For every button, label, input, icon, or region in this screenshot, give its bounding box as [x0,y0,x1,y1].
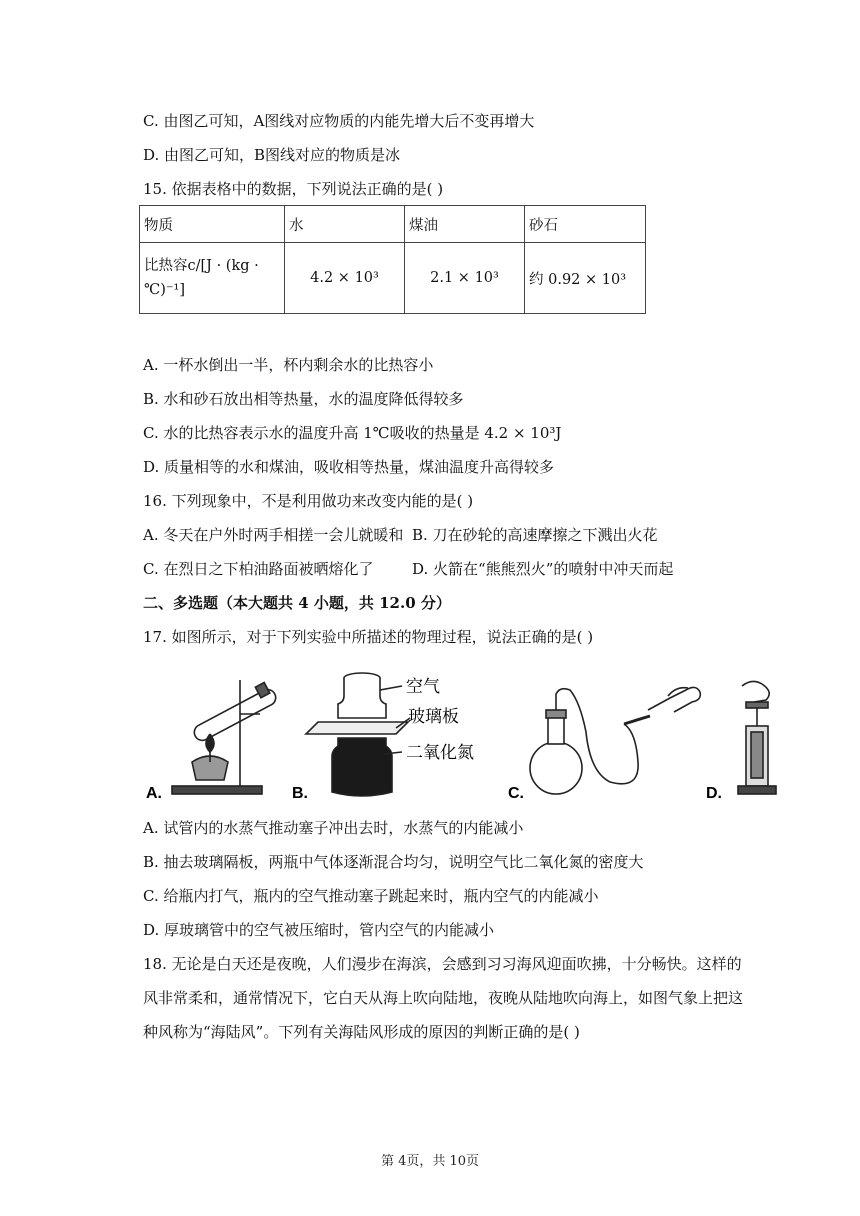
q17-option-d: D. 厚玻璃管中的空气被压缩时，管内空气的内能减小 [143,921,495,939]
page-footer: 第 4页，共 10页 [380,1154,480,1169]
q15-option-b: B. 水和砂石放出相等热量，水的温度降低得较多 [143,390,464,408]
section-title: 二、多选题（本大题共 4 小题，共 12.0 分） [143,594,451,612]
figure-label-d: D. [706,785,722,802]
table-header-row [140,206,646,243]
label-glass-plate: 玻璃板 [408,707,459,726]
q14-option-d: D. 由图乙可知，B图线对应的物质是冰 [143,146,401,164]
table-cell-water: 4.2 × 10³ [285,243,405,314]
table-cell-sandstone: 约 0.92 × 10³ [525,243,646,314]
specific-heat-label-line1: 比热容c/[J · (kg · [144,258,259,274]
experiment-figure [140,672,780,802]
q18-stem-line3: 种风称为“海陆风”。下列有关海陆风形成的原因的判断正确的是( ) [143,1023,580,1041]
q15-option-c: C. 水的比热容表示水的温度升高 1℃吸收的热量是 4.2 × 10³J [143,424,562,442]
q16-option-b: B. 刀在砂轮的高速摩擦之下溅出火花 [412,526,658,544]
test-tube-apparatus [172,680,278,794]
flask-pump-apparatus [530,687,700,794]
q17-option-b: B. 抽去玻璃隔板，两瓶中气体逐渐混合均匀，说明空气比二氧化氮的密度大 [143,853,644,871]
specific-heat-table [139,205,646,314]
q17-stem: 17. 如图所示，对于下列实验中所描述的物理过程，说法正确的是( ) [143,628,594,646]
q16-option-a: A. 冬天在户外时两手相搓一会儿就暖和 [143,526,404,544]
table-header-cell: 砂石 [525,206,646,243]
q18-stem-line2: 风非常柔和，通常情况下，它白天从海上吹向陆地，夜晚从陆地吹向海上，如图气象上把这 [143,989,744,1007]
specific-heat-label-line2: ℃)⁻¹] [144,282,186,298]
q18-stem-line1: 18. 无论是白天还是夜晚，人们漫步在海滨，会感到习习海风迎面吹拂，十分畅快。这样的 [143,955,742,973]
figure-label-c: C. [508,785,524,802]
label-nitrogen-dioxide: 二氧化氮 [406,743,474,762]
table-header-cell: 物质 [140,206,285,243]
figure-label-b: B. [292,785,308,802]
table-label-cell [140,243,285,314]
q17-option-a: A. 试管内的水蒸气推动塞子冲出去时，水蒸气的内能减小 [143,819,524,837]
table-cell-kerosene: 2.1 × 10³ [405,243,525,314]
table-header-cell: 煤油 [405,206,525,243]
q14-option-c: C. 由图乙可知，A图线对应物质的内能先增大后不变再增大 [143,112,535,130]
q16-option-d: D. 火箭在“熊熊烈火”的喷射中冲天而起 [412,560,674,578]
q16-stem: 16. 下列现象中，不是利用做功来改变内能的是( ) [143,492,474,510]
q15-option-d: D. 质量相等的水和煤油，吸收相等热量，煤油温度升高得较多 [143,458,555,476]
q15-option-a: A. 一杯水倒出一半，杯内剩余水的比热容小 [143,356,434,374]
gas-diffusion-apparatus [306,673,410,796]
figure-label-a: A. [146,785,162,802]
compression-tube-apparatus [738,681,776,794]
table-row [140,243,646,314]
q15-stem: 15. 依据表格中的数据，下列说法正确的是( ) [143,180,444,198]
label-air: 空气 [406,677,440,696]
q16-option-c: C. 在烈日之下柏油路面被晒熔化了 [143,560,374,578]
table-header-cell: 水 [285,206,405,243]
q17-option-c: C. 给瓶内打气，瓶内的空气推动塞子跳起来时，瓶内空气的内能减小 [143,887,599,905]
